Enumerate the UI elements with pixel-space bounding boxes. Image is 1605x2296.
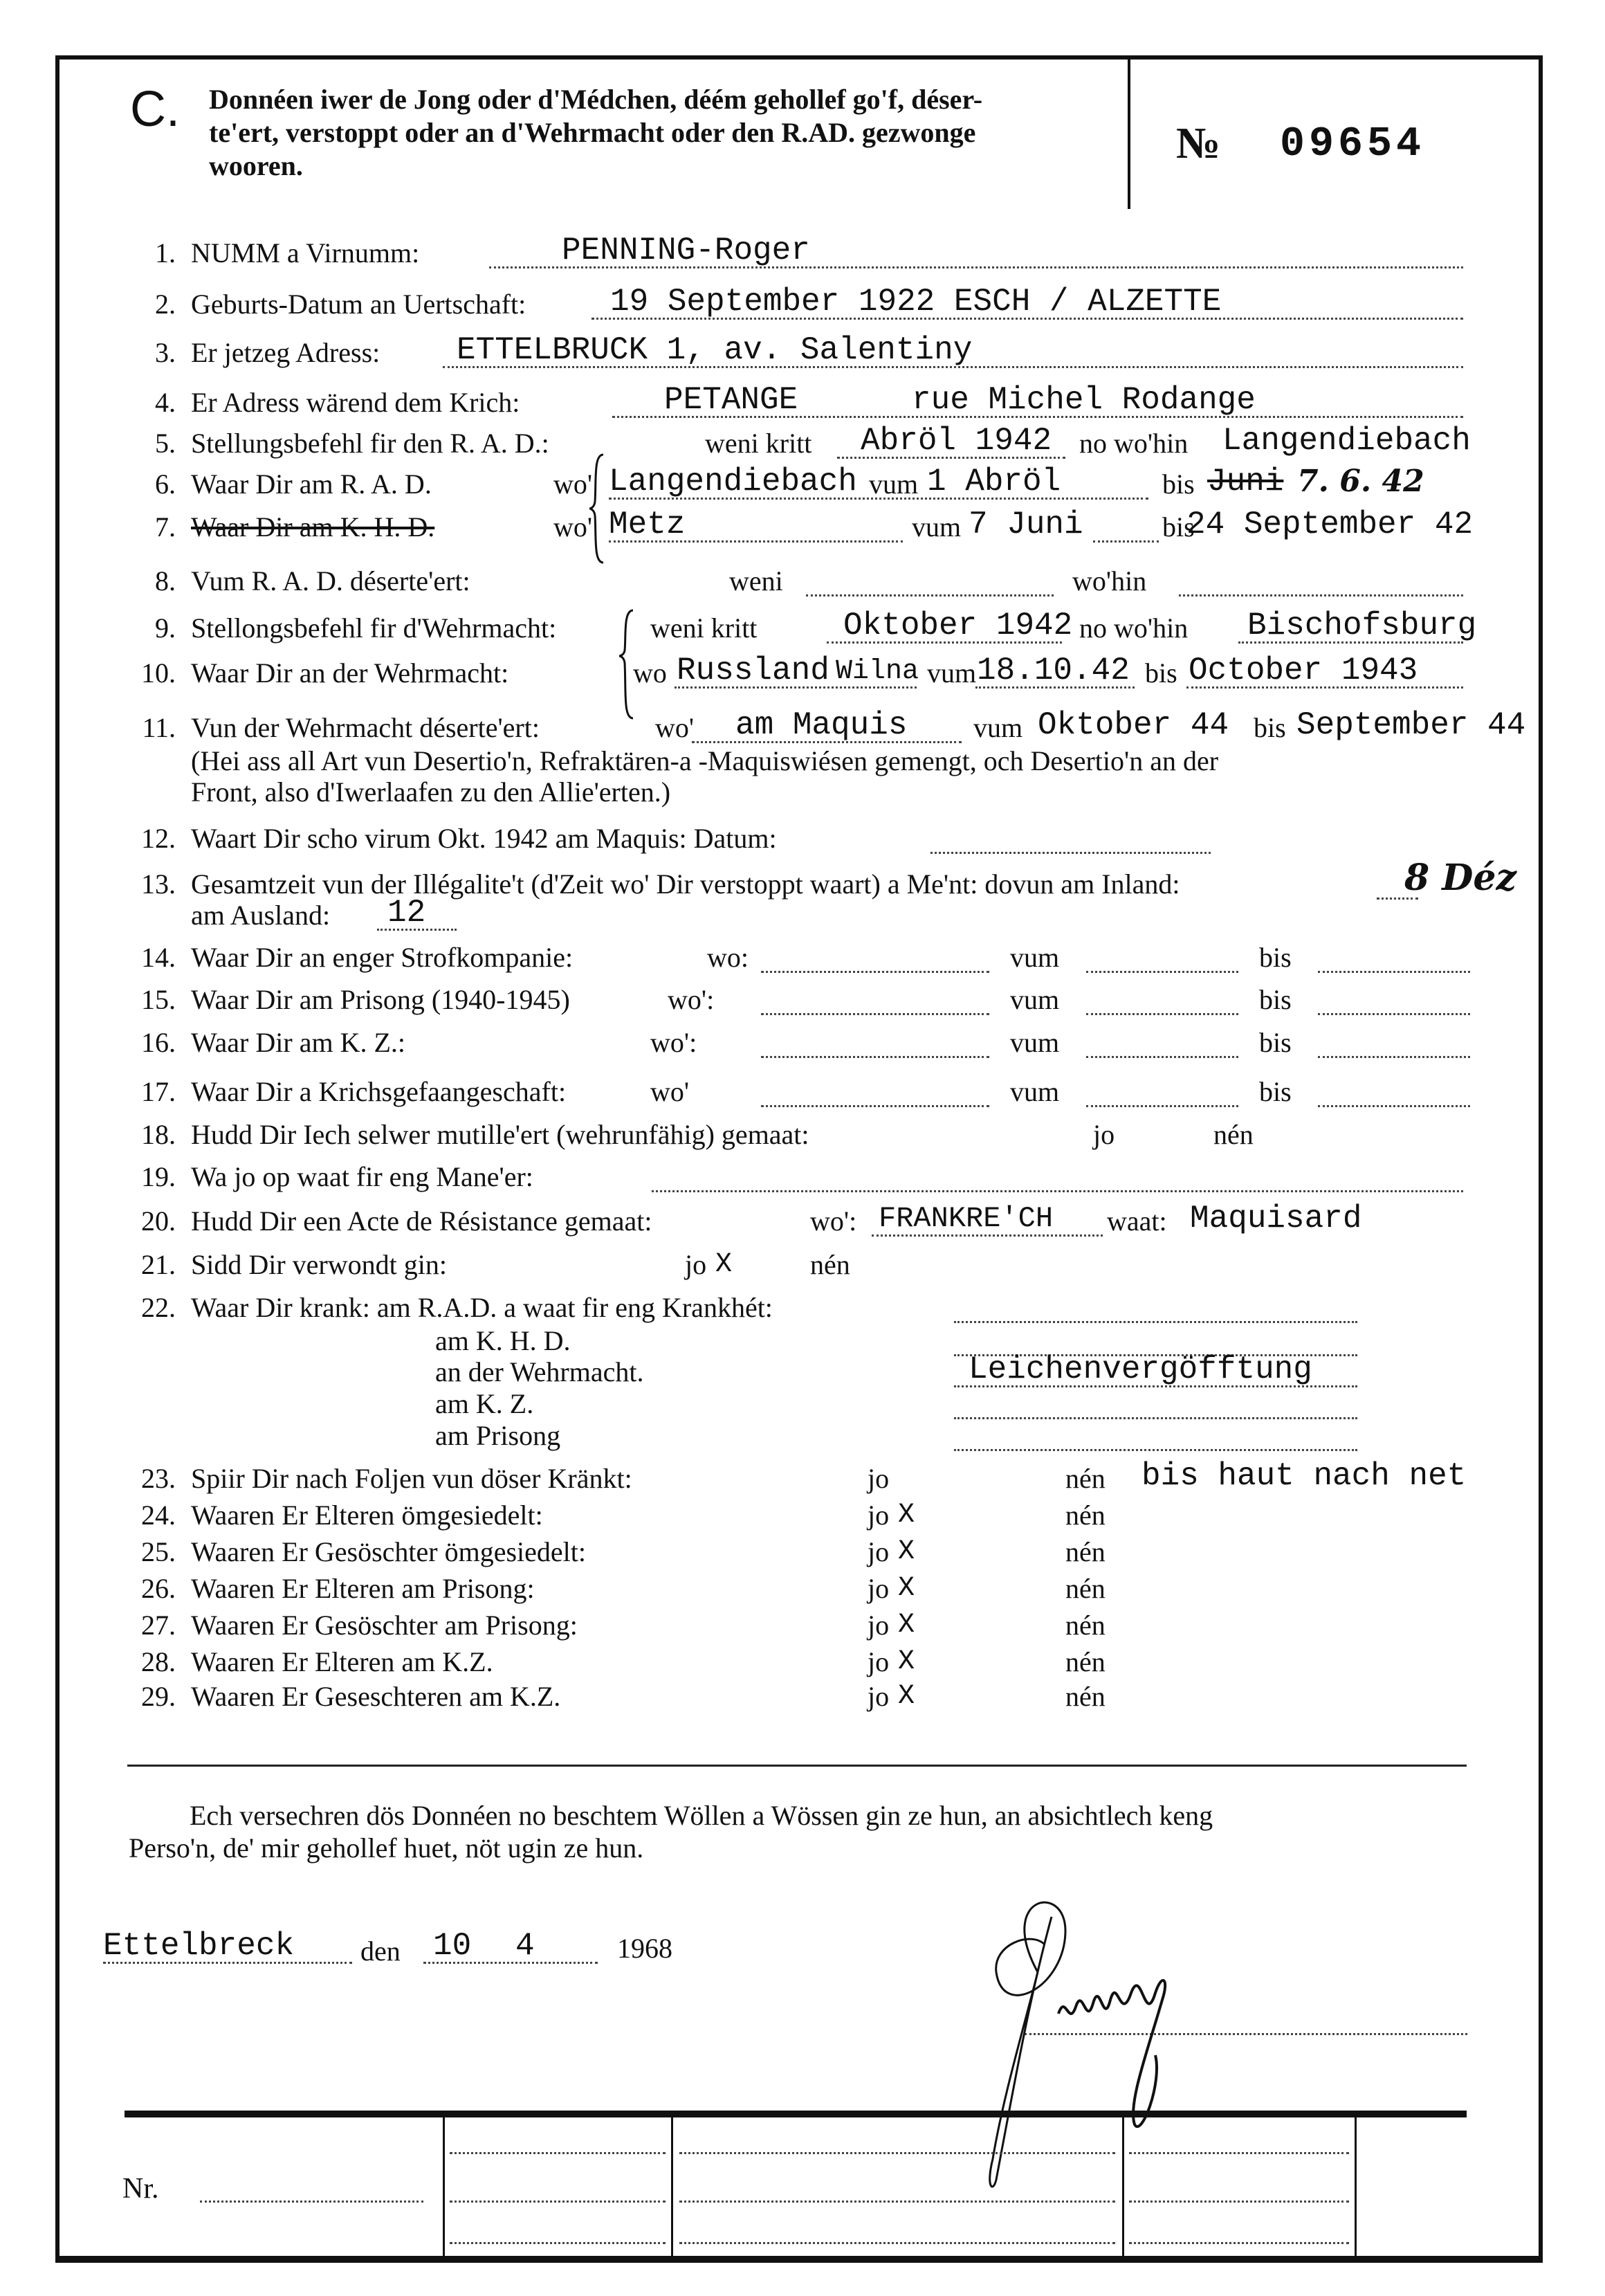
dotted-line	[652, 1190, 1463, 1192]
sublabel: an der Wehrmacht.	[435, 1356, 644, 1387]
row-sickness-sub	[0, 1421, 1605, 1463]
inland-value: 8 Déz	[1404, 857, 1516, 899]
header-divider	[1128, 55, 1130, 209]
note-value: Wilna	[836, 656, 919, 687]
row-rad-desertion	[0, 567, 1605, 608]
yes-option: jo	[868, 1610, 890, 1641]
row-current-address	[0, 332, 1605, 380]
row-wehrmacht-service	[0, 653, 1605, 700]
row-label: Waart Dir scho virum Okt. 1942 am Maquis: Datum:	[191, 823, 777, 854]
row-number: 19.	[141, 1161, 176, 1192]
to-value: October 1943	[1189, 653, 1418, 689]
brace-icon	[588, 453, 609, 564]
row-number: 9.	[155, 612, 176, 644]
abroad-label: am Ausland:	[191, 900, 331, 931]
row-prison	[0, 985, 1605, 1027]
yes-option: jo	[868, 1463, 890, 1494]
no-option: nén	[1065, 1573, 1106, 1604]
row-number: 25.	[141, 1536, 176, 1567]
row-number: 29.	[141, 1681, 176, 1712]
thick-rule	[125, 2111, 1467, 2117]
to-label: bis	[1259, 1027, 1292, 1058]
row-label: Waaren Er Elteren am K.Z.	[191, 1646, 493, 1677]
row-label: Er Adress wärend dem Krich:	[191, 387, 520, 418]
where-label: no wo'hin	[1079, 428, 1189, 459]
row-label: Hudd Dir een Acte de Résistance gemaat:	[191, 1205, 652, 1237]
to-label: bis	[1254, 712, 1286, 743]
sublabel: am Prisong	[435, 1420, 561, 1451]
dotted-line	[450, 2201, 666, 2203]
where-label: wo'	[650, 1076, 690, 1107]
row-label: Stellungsbefehl fir den R. A. D.:	[191, 428, 549, 459]
row-label: Sidd Dir verwondt gin:	[191, 1249, 447, 1280]
abroad-value: 12	[387, 895, 426, 931]
where-label: wo':	[668, 984, 715, 1015]
yes-option-struck	[868, 1500, 915, 1531]
dotted-line	[1086, 1105, 1238, 1107]
no-option: nén	[1065, 1646, 1106, 1677]
column-divider	[1355, 2117, 1357, 2263]
from-label: vum	[927, 657, 977, 689]
row-number: 13.	[141, 868, 176, 900]
row-number: 10.	[141, 657, 176, 689]
row-number: 12.	[141, 823, 176, 854]
dotted-line	[1318, 971, 1470, 973]
dotted-line	[954, 1417, 1357, 1419]
row-number: 6.	[155, 468, 176, 500]
row-number: 11.	[142, 712, 176, 743]
row-number: 7.	[155, 511, 176, 543]
row-wounded	[0, 1250, 1605, 1292]
from-value: 1 Abröl	[927, 464, 1061, 500]
where-label: no wo'hin	[1079, 612, 1189, 644]
row-manner	[0, 1163, 1605, 1204]
from-label: vum	[912, 511, 962, 543]
note-value: bis haut nach net	[1141, 1458, 1467, 1494]
to-value: September 44	[1296, 707, 1526, 743]
row-label: Vum R. A. D. déserte'ert:	[191, 565, 470, 596]
war-street-value: rue Michel Rodange	[912, 382, 1256, 418]
row-label: Waar Dir am K. Z.:	[191, 1027, 405, 1058]
to-label: bis	[1259, 984, 1292, 1015]
yes-option: jo	[868, 1573, 890, 1604]
dotted-line	[761, 1056, 989, 1058]
row-label: Gesamtzeit vun der Illégalite't (d'Zeit wo' Dir verstoppt waart) a Me'nt: dovun am Inland:	[191, 868, 1180, 900]
row-maquis-before	[0, 824, 1605, 866]
row-number: 21.	[141, 1249, 176, 1280]
dotted-line	[450, 2242, 666, 2244]
dotted-line	[1318, 1013, 1470, 1015]
dotted-line	[1129, 2152, 1349, 2154]
row-name	[0, 233, 1605, 280]
yes-option: jo	[868, 1646, 890, 1677]
dotted-line	[761, 1105, 989, 1107]
where-label: wo:	[707, 942, 749, 973]
row-number: 23.	[141, 1463, 176, 1494]
cross-mark: X	[898, 1500, 915, 1531]
row-number: 3.	[155, 337, 176, 368]
dotted-line	[1129, 2201, 1349, 2203]
to-struck-value: Juni	[1207, 464, 1284, 500]
from-value: Oktober 44	[1038, 707, 1229, 743]
dotted-line	[1086, 971, 1238, 973]
yes-option-struck	[868, 1573, 915, 1604]
name-value: PENNING-Roger	[562, 233, 810, 268]
yes-option-struck	[685, 1249, 733, 1280]
row-label: Waar Dir an enger Strofkompanie:	[191, 942, 574, 973]
what-label: waat:	[1107, 1205, 1167, 1237]
when-value: Oktober 1942	[843, 608, 1073, 644]
row-label-struck: Waar Dir am K. H. D.	[191, 511, 435, 543]
column-divider	[1122, 2117, 1124, 2263]
sublabel: am K. Z.	[435, 1388, 534, 1419]
from-label: vum	[1010, 942, 1060, 973]
den-label: den	[360, 1935, 401, 1967]
declaration-line: Perso'n, de' mir gehollef huet, nöt ugin ze hun.	[129, 1832, 644, 1864]
row-number: 18.	[141, 1119, 176, 1150]
row-rad-service	[0, 464, 1605, 511]
row-label: Spiir Dir nach Foljen vun döser Kränkt:	[191, 1463, 632, 1494]
dotted-line	[761, 971, 989, 973]
form-number: 09654	[1280, 121, 1426, 168]
number-symbol: №	[1176, 118, 1221, 167]
dotted-line	[806, 594, 1054, 596]
declaration-line: Ech versechren dös Donnéen no beschtem Wöllen a Wössen gin ze hun, an absichtlech keng	[190, 1800, 1213, 1831]
row-number: 22.	[141, 1292, 176, 1323]
dotted-line	[1318, 1056, 1470, 1058]
no-option: nén	[1065, 1681, 1106, 1712]
nr-dotted-line	[200, 2201, 423, 2203]
row-number: 28.	[141, 1646, 176, 1677]
row-number: 5.	[155, 428, 176, 459]
row-kz	[0, 1028, 1605, 1070]
row-label: Waaren Er Gesöschter ömgesiedelt:	[191, 1536, 586, 1567]
dotted-line	[1179, 594, 1463, 596]
row-number: 14.	[141, 942, 176, 973]
row-khd-service	[0, 507, 1605, 554]
row-illegality-abroad	[0, 895, 1605, 942]
row-label: Waaren Er Elteren am Prisong:	[191, 1573, 535, 1604]
no-option: nén	[1065, 1610, 1106, 1641]
from-label: vum	[1010, 1076, 1060, 1107]
row-label: Waaren Er Gesöschter am Prisong:	[191, 1610, 578, 1641]
when-label: weni kritt	[650, 612, 758, 644]
where-label: wo'	[553, 468, 593, 500]
dotted-line	[679, 2152, 1115, 2154]
note-line: Front, also d'Iwerlaafen zu den Allie'erten.)	[191, 776, 671, 808]
where-value: Metz	[609, 507, 686, 543]
to-label: bis	[1145, 657, 1177, 689]
dotted-line	[450, 2152, 666, 2154]
to-label: bis	[1162, 468, 1195, 500]
nr-label: Nr.	[122, 2173, 159, 2205]
separator-line	[127, 1765, 1467, 1767]
brace-icon	[618, 609, 639, 720]
where-label: wo	[633, 657, 667, 689]
yes-option-struck	[868, 1646, 915, 1677]
where-label: wo'	[553, 511, 593, 543]
from-label: vum	[1010, 1027, 1060, 1058]
row-note	[0, 778, 1605, 819]
when-label: weni kritt	[705, 428, 812, 459]
what-value: Maquisard	[1190, 1201, 1362, 1237]
from-value: 18.10.42	[977, 653, 1130, 689]
dotted-line	[954, 1449, 1357, 1451]
header-title-line: wooren.	[209, 150, 303, 181]
no-option: nén	[810, 1249, 850, 1280]
yes-option: jo	[868, 1681, 890, 1712]
row-number: 4.	[155, 387, 176, 418]
row-birth	[0, 284, 1605, 331]
row-number: 15.	[141, 984, 176, 1015]
yes-option: jo	[868, 1500, 890, 1531]
row-self-mutilation	[0, 1120, 1605, 1162]
to-value: 24 September 42	[1186, 507, 1474, 543]
dotted-line	[954, 1321, 1357, 1323]
cross-mark: X	[715, 1249, 733, 1280]
where-value: Langendiebach	[609, 464, 857, 500]
row-resistance	[0, 1201, 1605, 1248]
row-number: 8.	[155, 565, 176, 596]
row-number: 17.	[141, 1076, 176, 1107]
row-label: Waaren Er Geseschteren am K.Z.	[191, 1681, 561, 1712]
header-title-line: Donnéen iwer de Jong oder d'Médchen, déém gehollef go'f, déser-	[209, 84, 983, 115]
header-title-line: te'ert, verstoppt oder an d'Wehrmacht oder den R.AD. gezwonge	[209, 117, 976, 148]
column-divider	[443, 2117, 445, 2263]
cross-mark: X	[898, 1681, 915, 1712]
row-label: Waar Dir a Krichsgefaangeschaft:	[191, 1076, 567, 1107]
cross-mark: X	[898, 1536, 915, 1567]
to-label: bis	[1162, 511, 1195, 543]
no-option: nén	[1065, 1500, 1106, 1531]
row-number: 26.	[141, 1573, 176, 1604]
cross-mark: X	[898, 1646, 915, 1677]
where-value: Langendiebach	[1222, 423, 1471, 459]
section-letter: C.	[130, 82, 180, 137]
row-number: 2.	[155, 289, 176, 320]
row-label: NUMM a Virnumm:	[191, 237, 420, 268]
dotted-line	[679, 2242, 1115, 2244]
no-option: nén	[1065, 1536, 1106, 1567]
row-siblings-kz	[0, 1682, 1605, 1724]
row-label: Waar Dir krank: am R.A.D. a waat fir eng Krankhét:	[191, 1292, 773, 1323]
dotted-line	[1129, 2242, 1349, 2244]
row-label: Waar Dir am R. A. D.	[191, 468, 432, 500]
where-label: wo':	[650, 1027, 697, 1058]
day-value: 10	[433, 1928, 472, 1964]
to-value: 7. 6. 42	[1297, 464, 1424, 499]
birth-value: 19 September 1922 ESCH / ALZETTE	[610, 284, 1222, 320]
row-wehrmacht-order	[0, 608, 1605, 655]
row-number: 16.	[141, 1027, 176, 1058]
row-label: Hudd Dir Iech selwer mutille'ert (wehrunfähig) gemaat:	[191, 1119, 809, 1150]
cross-mark: X	[898, 1610, 915, 1641]
where-value: Bischofsburg	[1247, 608, 1477, 644]
row-penal-company	[0, 943, 1605, 985]
dotted-line	[679, 2201, 1115, 2203]
from-label: vum	[1010, 984, 1060, 1015]
where-value: am Maquis	[735, 707, 908, 743]
yes-option: jo	[685, 1249, 707, 1280]
place-value: Ettelbreck	[103, 1928, 295, 1964]
row-number: 20.	[141, 1205, 176, 1237]
yes-option-struck	[868, 1536, 915, 1567]
dotted-line	[1318, 1105, 1470, 1107]
where-value: Russland	[677, 653, 829, 689]
dotted-line	[930, 852, 1211, 854]
illness-value: Leichenvergöfftung	[969, 1351, 1312, 1387]
dotted-line	[1093, 540, 1159, 543]
yes-option-struck	[868, 1681, 915, 1712]
dotted-line	[1086, 1013, 1238, 1015]
row-label: Stellongsbefehl fir d'Wehrmacht:	[191, 612, 557, 644]
note-line: (Hei ass all Art vun Desertio'n, Refraktären-a -Maquiswiésen gemengt, och Desertio'n an der	[191, 745, 1219, 776]
row-pow	[0, 1077, 1605, 1119]
yes-option-struck	[868, 1610, 915, 1641]
from-label: vum	[869, 468, 919, 500]
dotted-line	[761, 1013, 989, 1015]
yes-option: jo	[868, 1536, 890, 1567]
war-town-value: PETANGE	[664, 382, 798, 418]
dotted-line	[1086, 1056, 1238, 1058]
row-number: 1.	[155, 237, 176, 268]
yes-option: jo	[1093, 1119, 1115, 1150]
row-label: Wa jo op waat fir eng Mane'er:	[191, 1161, 533, 1192]
row-number: 24.	[141, 1500, 176, 1531]
row-label: Vun der Wehrmacht déserte'ert:	[191, 712, 540, 743]
no-option: nén	[1065, 1463, 1106, 1494]
when-value: Abröl 1942	[861, 423, 1052, 459]
cross-mark: X	[898, 1573, 915, 1604]
year-value: 1968	[617, 1933, 672, 1964]
column-divider	[671, 2117, 673, 2263]
month-value: 4	[515, 1928, 535, 1964]
row-label: Waaren Er Elteren ömgesiedelt:	[191, 1500, 543, 1531]
where-label: wo':	[810, 1205, 857, 1237]
row-label: Er jetzeg Adress:	[191, 337, 380, 368]
from-label: vum	[973, 712, 1023, 743]
where-value: FRANKRE'CH	[879, 1202, 1054, 1235]
row-label: Waar Dir am Prisong (1940-1945)	[191, 984, 570, 1015]
to-label: bis	[1259, 1076, 1292, 1107]
when-label: weni	[729, 565, 783, 596]
row-label: Waar Dir an der Wehrmacht:	[191, 657, 509, 689]
from-value: 7 Juni	[969, 507, 1083, 543]
sublabel: am K. H. D.	[435, 1325, 571, 1356]
row-label: Geburts-Datum an Uertschaft:	[191, 289, 526, 320]
row-number: 27.	[141, 1610, 176, 1641]
to-label: bis	[1259, 942, 1292, 973]
where-label: wo'hin	[1072, 565, 1147, 596]
no-option: nén	[1213, 1119, 1254, 1150]
address-value: ETTELBRUCK 1, av. Salentiny	[457, 332, 973, 368]
where-label: wo'	[655, 712, 695, 743]
